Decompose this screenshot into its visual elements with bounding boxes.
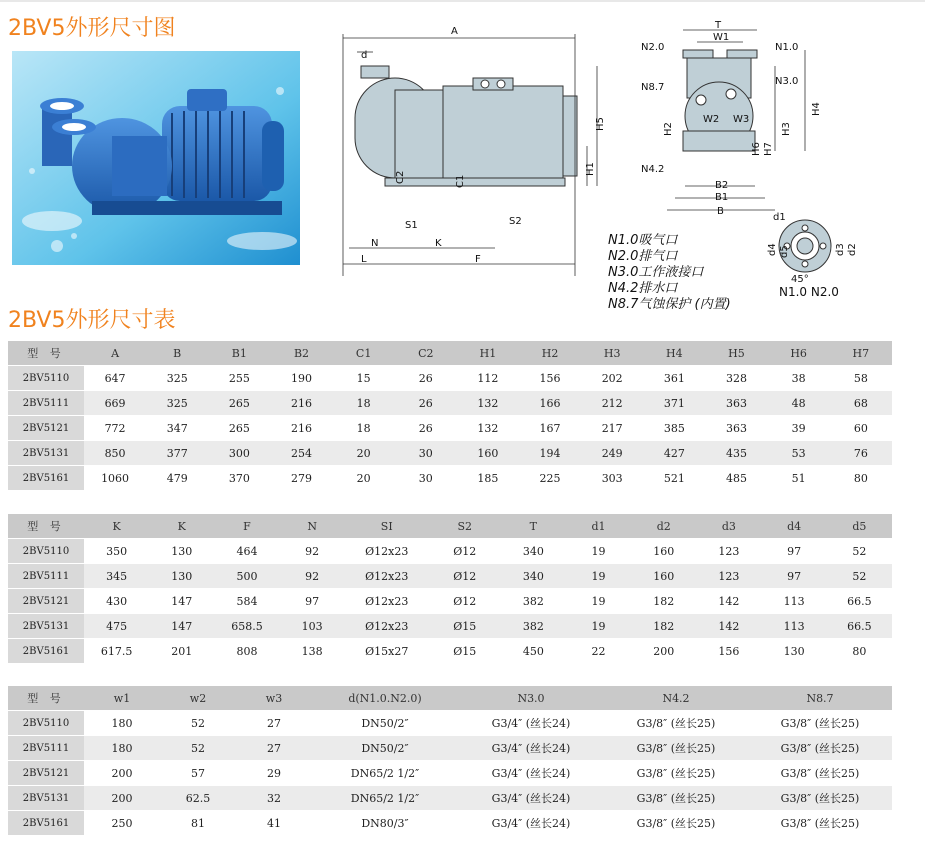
col-header: H3 [581, 341, 643, 366]
value-cell: 80 [827, 639, 892, 664]
value-cell: 160 [631, 564, 696, 589]
value-cell: 303 [581, 466, 643, 491]
value-cell: 58 [830, 366, 892, 391]
legend-item: N4.2排水口 [608, 281, 678, 296]
col-header: d5 [827, 514, 892, 539]
col-header: H1 [457, 341, 519, 366]
value-cell: 39 [768, 416, 830, 441]
value-cell: 850 [84, 441, 146, 466]
value-cell: 300 [208, 441, 270, 466]
value-cell: 340 [501, 539, 566, 564]
value-cell: 617.5 [84, 639, 149, 664]
model-cell: 2BV5111 [8, 564, 84, 589]
value-cell: G3/4″ (丝长24) [458, 761, 604, 786]
col-header: N [280, 514, 345, 539]
value-cell: 427 [643, 441, 705, 466]
value-cell: 52 [160, 736, 236, 761]
label-W2: W2 [703, 114, 720, 125]
col-header-model: 型 号 [8, 514, 84, 539]
col-header: H4 [643, 341, 705, 366]
col-header: B [146, 341, 208, 366]
col-header: d2 [631, 514, 696, 539]
legend-item: N1.0吸气口 [608, 233, 678, 248]
value-cell: G3/4″ (丝长24) [458, 811, 604, 836]
value-cell: 363 [705, 416, 767, 441]
label-angle: 45° [791, 274, 809, 285]
value-cell: Ø12x23 [345, 589, 429, 614]
label-T: T [715, 20, 722, 31]
value-cell: 30 [395, 466, 457, 491]
value-cell: G3/4″ (丝长24) [458, 711, 604, 736]
value-cell: 325 [146, 391, 208, 416]
table-row [8, 711, 892, 736]
value-cell: 92 [280, 564, 345, 589]
value-cell: 325 [146, 366, 208, 391]
value-cell: 97 [280, 589, 345, 614]
value-cell: 130 [149, 564, 214, 589]
label-N8: N8.7 [641, 82, 665, 93]
table-heading: 2BV5外形尺寸表 [8, 308, 176, 333]
value-cell: 97 [762, 539, 827, 564]
table-row [8, 466, 892, 491]
value-cell: 26 [395, 366, 457, 391]
value-cell: DN50/2″ [312, 711, 458, 736]
model-cell: 2BV5161 [8, 466, 84, 491]
value-cell: 225 [519, 466, 581, 491]
label-C1: C1 [455, 174, 466, 188]
col-header: w2 [160, 686, 236, 711]
value-cell: 167 [519, 416, 581, 441]
model-cell: 2BV5121 [8, 761, 84, 786]
col-header: K [84, 514, 149, 539]
value-cell: 142 [696, 614, 761, 639]
value-cell: 123 [696, 564, 761, 589]
label-d: d [361, 50, 368, 61]
label-H4: H4 [811, 102, 822, 116]
value-cell: 66.5 [827, 589, 892, 614]
value-cell: 57 [160, 761, 236, 786]
model-cell: 2BV5121 [8, 589, 84, 614]
value-cell: 669 [84, 391, 146, 416]
label-H7: H7 [763, 142, 774, 156]
value-cell: G3/8″ (丝长25) [604, 736, 748, 761]
value-cell: 185 [457, 466, 519, 491]
value-cell: G3/8″ (丝长25) [604, 711, 748, 736]
value-cell: 347 [146, 416, 208, 441]
value-cell: 200 [631, 639, 696, 664]
value-cell: 361 [643, 366, 705, 391]
value-cell: 92 [280, 539, 345, 564]
pump-photo [12, 51, 300, 265]
value-cell: 27 [236, 736, 312, 761]
value-cell: 166 [519, 391, 581, 416]
value-cell: 658.5 [214, 614, 279, 639]
label-d5: d5 [779, 245, 790, 258]
col-header-model: 型 号 [8, 341, 84, 366]
value-cell: G3/8″ (丝长25) [748, 736, 892, 761]
value-cell: 160 [631, 539, 696, 564]
label-L: L [361, 254, 367, 265]
value-cell: 216 [270, 391, 332, 416]
value-cell: DN80/3″ [312, 811, 458, 836]
label-B1: B1 [715, 192, 729, 203]
value-cell: 182 [631, 614, 696, 639]
value-cell: G3/8″ (丝长25) [604, 786, 748, 811]
value-cell: 350 [84, 539, 149, 564]
value-cell: 19 [566, 539, 631, 564]
value-cell: 138 [280, 639, 345, 664]
value-cell: 430 [84, 589, 149, 614]
value-cell: 52 [160, 711, 236, 736]
value-cell: 202 [581, 366, 643, 391]
col-header: d(N1.0.N2.0) [312, 686, 458, 711]
dimension-table-3 [8, 686, 892, 836]
value-cell: 113 [762, 589, 827, 614]
value-cell: 22 [566, 639, 631, 664]
value-cell: 132 [457, 416, 519, 441]
label-F: F [475, 254, 481, 265]
value-cell: 130 [149, 539, 214, 564]
col-header: H7 [830, 341, 892, 366]
col-header: w1 [84, 686, 160, 711]
value-cell: 464 [214, 539, 279, 564]
value-cell: 363 [705, 391, 767, 416]
value-cell: 81 [160, 811, 236, 836]
model-cell: 2BV5110 [8, 539, 84, 564]
value-cell: 147 [149, 614, 214, 639]
value-cell: G3/4″ (丝长24) [458, 736, 604, 761]
value-cell: G3/8″ (丝长25) [748, 786, 892, 811]
value-cell: 103 [280, 614, 345, 639]
value-cell: 485 [705, 466, 767, 491]
col-header: N4.2 [604, 686, 748, 711]
value-cell: 382 [501, 614, 566, 639]
table-row [8, 639, 892, 664]
col-header: F [214, 514, 279, 539]
label-d2: d2 [847, 243, 858, 256]
label-A: A [451, 26, 458, 37]
table-row [8, 391, 892, 416]
value-cell: 772 [84, 416, 146, 441]
legend-item: N2.0排气口 [608, 249, 678, 264]
value-cell: 80 [830, 466, 892, 491]
value-cell: 53 [768, 441, 830, 466]
value-cell: 26 [395, 416, 457, 441]
value-cell: Ø12x23 [345, 564, 429, 589]
value-cell: 18 [333, 416, 395, 441]
label-S1: S1 [405, 220, 418, 231]
value-cell: 475 [84, 614, 149, 639]
value-cell: 217 [581, 416, 643, 441]
value-cell: Ø15 [429, 614, 501, 639]
col-header: N8.7 [748, 686, 892, 711]
model-cell: 2BV5121 [8, 416, 84, 441]
dimension-drawing [335, 6, 867, 322]
value-cell: 19 [566, 564, 631, 589]
table-row [8, 786, 892, 811]
value-cell: 371 [643, 391, 705, 416]
value-cell: 142 [696, 589, 761, 614]
label-W3: W3 [733, 114, 750, 125]
value-cell: 27 [236, 711, 312, 736]
value-cell: 68 [830, 391, 892, 416]
model-cell: 2BV5110 [8, 711, 84, 736]
col-header: SI [345, 514, 429, 539]
value-cell: 38 [768, 366, 830, 391]
value-cell: G3/8″ (丝长25) [604, 811, 748, 836]
value-cell: 201 [149, 639, 214, 664]
value-cell: 479 [146, 466, 208, 491]
dimension-table-1 [8, 341, 892, 491]
value-cell: 41 [236, 811, 312, 836]
value-cell: 180 [84, 736, 160, 761]
value-cell: 123 [696, 539, 761, 564]
col-header: A [84, 341, 146, 366]
value-cell: 328 [705, 366, 767, 391]
label-d4: d4 [767, 243, 778, 256]
value-cell: 584 [214, 589, 279, 614]
value-cell: 156 [696, 639, 761, 664]
label-N3: N3.0 [775, 76, 799, 87]
value-cell: Ø12x23 [345, 539, 429, 564]
col-header: T [501, 514, 566, 539]
label-flange: N1.0 N2.0 [779, 285, 839, 299]
value-cell: 97 [762, 564, 827, 589]
value-cell: 647 [84, 366, 146, 391]
value-cell: 254 [270, 441, 332, 466]
col-header: d1 [566, 514, 631, 539]
value-cell: 113 [762, 614, 827, 639]
table-header-row [8, 686, 892, 711]
col-header: S2 [429, 514, 501, 539]
table-row [8, 736, 892, 761]
value-cell: 51 [768, 466, 830, 491]
legend-item: N8.7气蚀保护 (内置) [608, 297, 731, 312]
value-cell: 200 [84, 786, 160, 811]
value-cell: 20 [333, 466, 395, 491]
label-H5: H5 [595, 117, 606, 131]
value-cell: G3/8″ (丝长25) [748, 761, 892, 786]
value-cell: DN50/2″ [312, 736, 458, 761]
col-header: B1 [208, 341, 270, 366]
value-cell: Ø15 [429, 639, 501, 664]
value-cell: 147 [149, 589, 214, 614]
col-header: B2 [270, 341, 332, 366]
drawing-heading: 2BV5外形尺寸图 [8, 16, 176, 41]
value-cell: 19 [566, 614, 631, 639]
model-cell: 2BV5161 [8, 639, 84, 664]
label-N2: N2.0 [641, 42, 665, 53]
col-header: H2 [519, 341, 581, 366]
value-cell: 182 [631, 589, 696, 614]
label-H3: H3 [781, 122, 792, 136]
label-B2: B2 [715, 180, 729, 191]
end-view [683, 50, 757, 151]
table-row [8, 366, 892, 391]
value-cell: Ø12x23 [345, 614, 429, 639]
value-cell: Ø12 [429, 564, 501, 589]
connection-legend [608, 233, 731, 313]
label-B: B [717, 206, 724, 217]
value-cell: 808 [214, 639, 279, 664]
table-header-row [8, 341, 892, 366]
col-header: w3 [236, 686, 312, 711]
value-cell: 279 [270, 466, 332, 491]
col-header: C1 [333, 341, 395, 366]
value-cell: Ø12 [429, 539, 501, 564]
col-header-model: 型 号 [8, 686, 84, 711]
value-cell: 200 [84, 761, 160, 786]
model-cell: 2BV5131 [8, 786, 84, 811]
col-header: N3.0 [458, 686, 604, 711]
value-cell: 66.5 [827, 614, 892, 639]
value-cell: DN65/2 1/2″ [312, 761, 458, 786]
table-header-row [8, 514, 892, 539]
table-row [8, 539, 892, 564]
dimension-table-2 [8, 514, 892, 664]
col-header: K [149, 514, 214, 539]
value-cell: 48 [768, 391, 830, 416]
table-row [8, 416, 892, 441]
col-header: C2 [395, 341, 457, 366]
table-row [8, 564, 892, 589]
label-W1: W1 [713, 32, 730, 43]
label-N1: N1.0 [775, 42, 799, 53]
col-header: H5 [705, 341, 767, 366]
model-cell: 2BV5110 [8, 366, 84, 391]
value-cell: 26 [395, 391, 457, 416]
value-cell: 450 [501, 639, 566, 664]
value-cell: 160 [457, 441, 519, 466]
label-H6: H6 [751, 142, 762, 156]
col-header: d4 [762, 514, 827, 539]
value-cell: 15 [333, 366, 395, 391]
value-cell: 130 [762, 639, 827, 664]
value-cell: 345 [84, 564, 149, 589]
value-cell: 377 [146, 441, 208, 466]
value-cell: 32 [236, 786, 312, 811]
model-cell: 2BV5131 [8, 614, 84, 639]
value-cell: G3/4″ (丝长24) [458, 786, 604, 811]
value-cell: 265 [208, 416, 270, 441]
value-cell: 30 [395, 441, 457, 466]
value-cell: 255 [208, 366, 270, 391]
value-cell: 212 [581, 391, 643, 416]
value-cell: 180 [84, 711, 160, 736]
value-cell: G3/8″ (丝长25) [604, 761, 748, 786]
label-S2: S2 [509, 216, 522, 227]
col-header: H6 [768, 341, 830, 366]
top-divider [0, 0, 925, 2]
value-cell: 29 [236, 761, 312, 786]
value-cell: 190 [270, 366, 332, 391]
value-cell: 18 [333, 391, 395, 416]
value-cell: 60 [830, 416, 892, 441]
label-H1: H1 [585, 162, 596, 176]
model-cell: 2BV5111 [8, 736, 84, 761]
value-cell: 216 [270, 416, 332, 441]
value-cell: 132 [457, 391, 519, 416]
value-cell: G3/8″ (丝长25) [748, 811, 892, 836]
table-row [8, 811, 892, 836]
value-cell: 52 [827, 539, 892, 564]
value-cell: 340 [501, 564, 566, 589]
label-N4: N4.2 [641, 164, 665, 175]
model-cell: 2BV5161 [8, 811, 84, 836]
value-cell: 194 [519, 441, 581, 466]
value-cell: 19 [566, 589, 631, 614]
table-row [8, 614, 892, 639]
legend-item: N3.0工作液接口 [608, 265, 704, 280]
value-cell: 76 [830, 441, 892, 466]
value-cell: G3/8″ (丝长25) [748, 711, 892, 736]
value-cell: 1060 [84, 466, 146, 491]
value-cell: 20 [333, 441, 395, 466]
value-cell: 249 [581, 441, 643, 466]
label-d1: d1 [773, 212, 786, 223]
label-N: N [371, 238, 379, 249]
label-C2: C2 [395, 170, 406, 184]
table-row [8, 589, 892, 614]
value-cell: 370 [208, 466, 270, 491]
value-cell: 385 [643, 416, 705, 441]
value-cell: 62.5 [160, 786, 236, 811]
value-cell: 112 [457, 366, 519, 391]
value-cell: 265 [208, 391, 270, 416]
model-cell: 2BV5111 [8, 391, 84, 416]
label-H2: H2 [663, 122, 674, 136]
value-cell: 435 [705, 441, 767, 466]
table-row [8, 761, 892, 786]
label-d3: d3 [835, 243, 846, 256]
value-cell: 382 [501, 589, 566, 614]
value-cell: Ø15x27 [345, 639, 429, 664]
value-cell: Ø12 [429, 589, 501, 614]
label-K: K [435, 238, 442, 249]
table-row [8, 441, 892, 466]
value-cell: 521 [643, 466, 705, 491]
value-cell: 52 [827, 564, 892, 589]
value-cell: 156 [519, 366, 581, 391]
model-cell: 2BV5131 [8, 441, 84, 466]
value-cell: 500 [214, 564, 279, 589]
value-cell: 250 [84, 811, 160, 836]
value-cell: DN65/2 1/2″ [312, 786, 458, 811]
col-header: d3 [696, 514, 761, 539]
